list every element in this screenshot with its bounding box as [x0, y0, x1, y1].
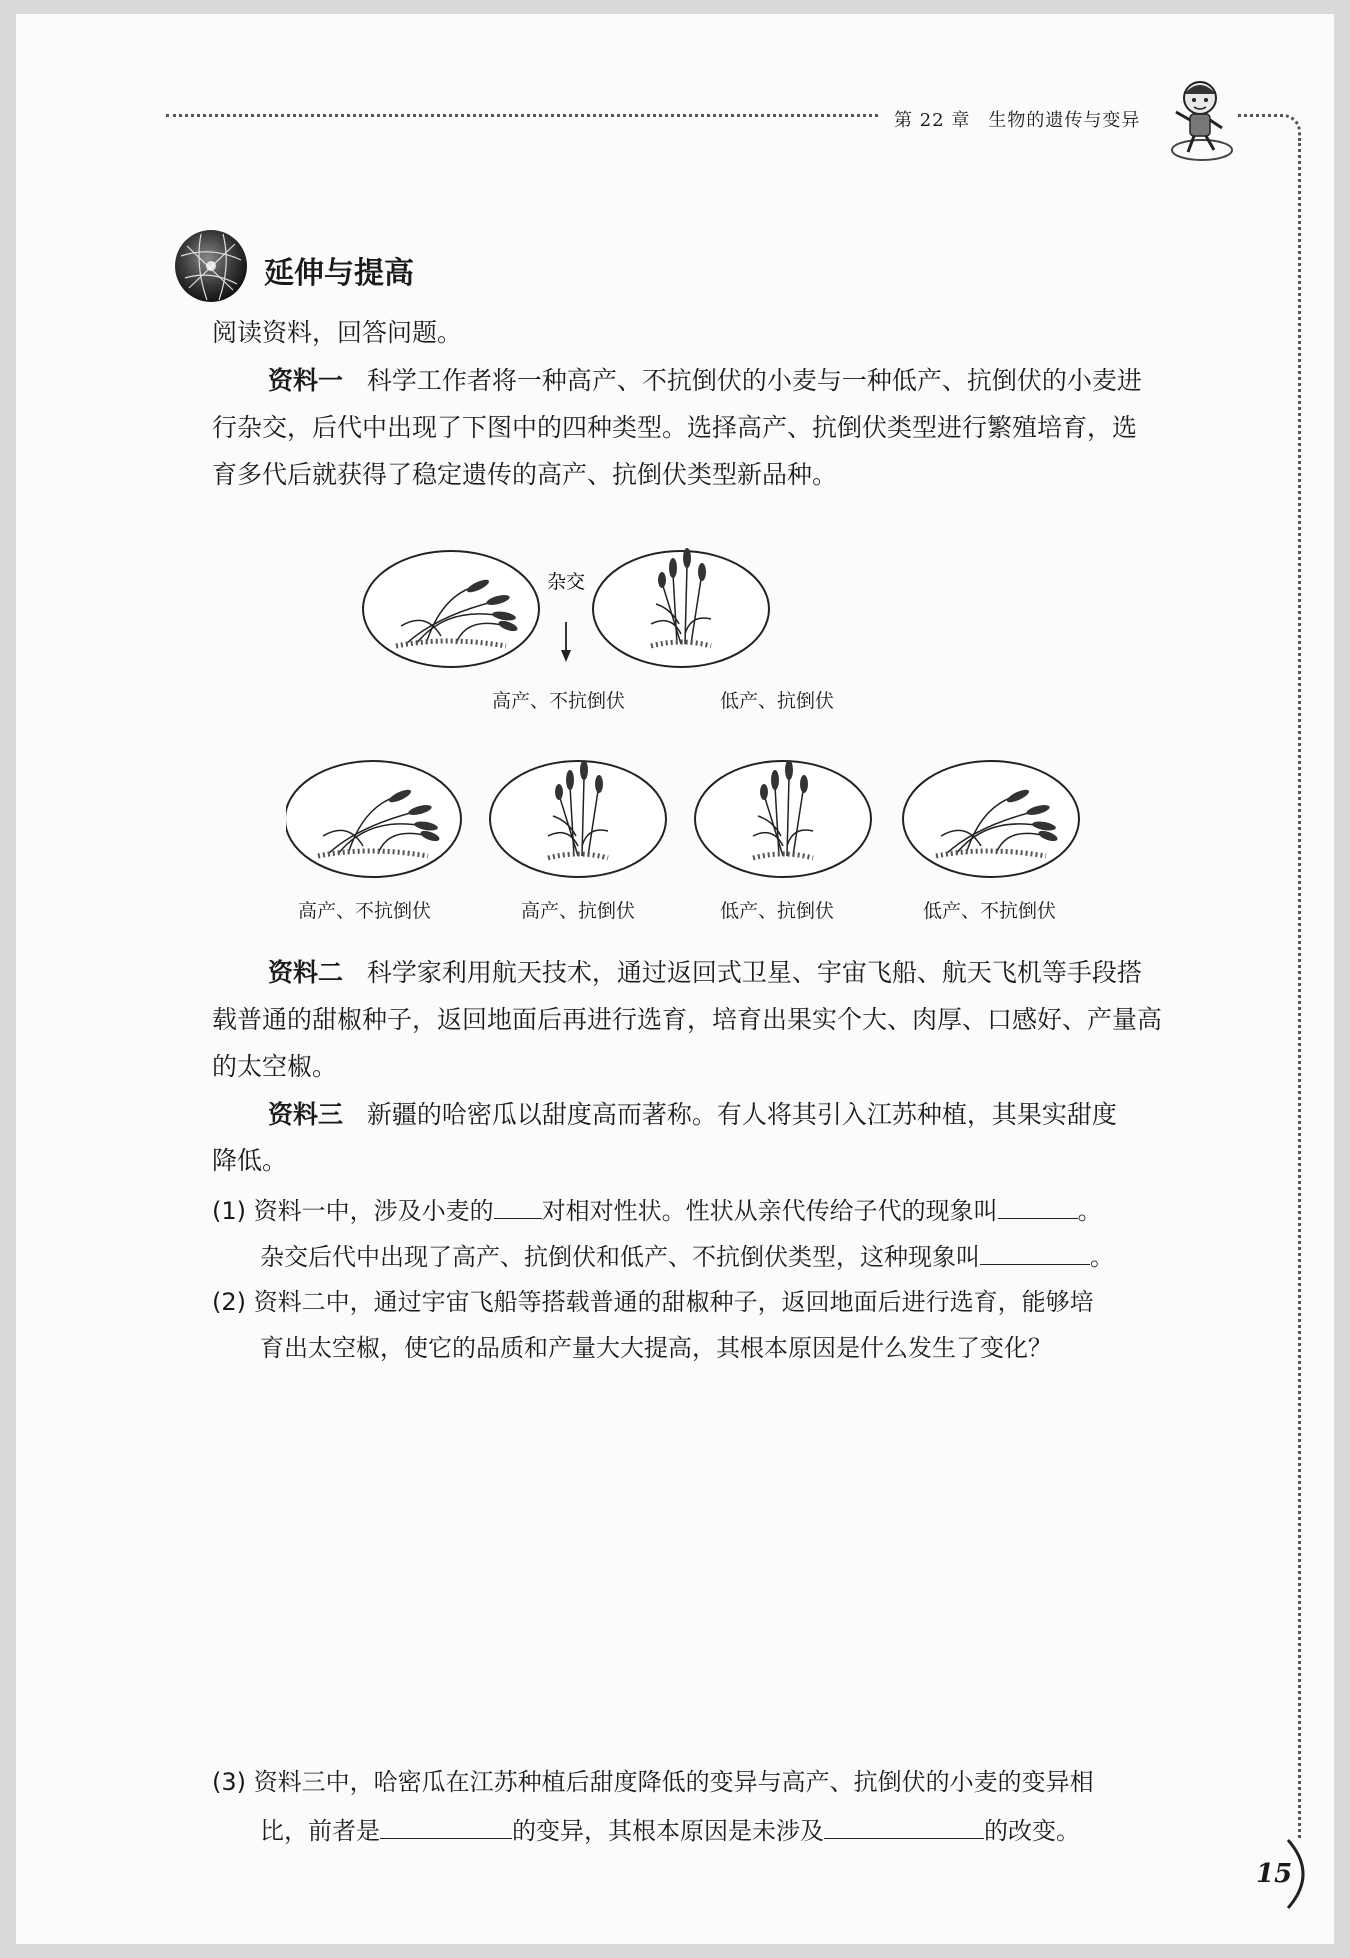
- question-2-answer-area[interactable]: [212, 1384, 1212, 1754]
- offspring-2-caption: 高产、抗倒伏: [521, 900, 636, 922]
- section-globe-icon: [171, 226, 251, 306]
- question-3-number: (3): [212, 1768, 246, 1796]
- material3-line1: [268, 1102, 1117, 1127]
- parent-1-plant: [363, 551, 539, 667]
- material3-text1: 新疆的哈密瓜以甜度高而著称。有人将其引入江苏种植，其果实甜度: [366, 1100, 1117, 1129]
- material1-label: 资料一: [268, 366, 344, 395]
- material1-line3: 育多代后就获得了稳定遗传的高产、抗倒伏类型新品种。: [212, 460, 838, 489]
- question-1-text-c: 。: [1077, 1197, 1102, 1225]
- answer-blank-1[interactable]: [494, 1196, 542, 1219]
- material2-line3: 的太空椒。: [212, 1052, 338, 1081]
- question-2-number: (2): [212, 1288, 246, 1316]
- chapter-header: [894, 106, 1140, 132]
- question-1-number: (1): [212, 1197, 246, 1225]
- material1-line1: [268, 368, 1142, 393]
- material3-label: 资料三: [268, 1100, 344, 1129]
- offspring-3-plant: [695, 760, 871, 877]
- answer-blank-2[interactable]: [998, 1196, 1078, 1219]
- header-rule-corner: [1238, 114, 1301, 141]
- page: [16, 14, 1334, 1944]
- offspring-1-caption: 高产、不抗倒伏: [298, 900, 432, 922]
- material1-line2: 行杂交，后代中出现了下图中的四种类型。选择高产、抗倒伏类型进行繁殖培育，选: [212, 413, 1138, 442]
- material1-text1: 科学工作者将一种高产、不抗倒伏的小麦与一种低产、抗倒伏的小麦进: [366, 366, 1142, 395]
- offspring-3-caption: 低产、抗倒伏: [720, 900, 835, 922]
- intro-text: 阅读资料，回答问题。: [212, 318, 463, 347]
- material2-label: 资料二: [268, 958, 344, 987]
- mascot-icon: [1164, 76, 1236, 166]
- parent-2-plant: [593, 548, 769, 667]
- page-number-arc: [1284, 1834, 1320, 1914]
- material2-text1: 科学家利用航天技术，通过返回式卫星、宇宙飞船、航天飞机等手段搭: [366, 958, 1142, 987]
- material2-line2: 载普通的甜椒种子，返回地面后再进行选育，培育出果实个大、肉厚、口感好、产量高: [212, 1005, 1163, 1034]
- parent-1-caption: 高产、不抗倒伏: [492, 690, 626, 712]
- material2-line1: [268, 960, 1142, 985]
- arrow-head: [561, 650, 571, 662]
- page-number: 15: [1256, 1859, 1293, 1889]
- wheat-cross-diagram: [286, 544, 1106, 924]
- offspring-4-plant: [903, 761, 1079, 877]
- answer-blank-4[interactable]: [380, 1816, 512, 1839]
- question-3-text-c: 的改变。: [984, 1817, 1080, 1845]
- chapter-number: 第 22 章: [894, 110, 971, 131]
- offspring-2-plant: [490, 760, 666, 877]
- material3-line2: 降低。: [212, 1146, 288, 1175]
- question-3-line1: [212, 1770, 1094, 1794]
- cross-label: 杂交: [546, 571, 586, 593]
- question-1-text-d: 杂交后代中出现了高产、抗倒伏和低产、不抗倒伏类型，这种现象叫: [260, 1243, 980, 1271]
- answer-blank-5[interactable]: [824, 1816, 984, 1839]
- question-3-text-1: 资料三中，哈密瓜在江苏种植后甜度降低的变异与高产、抗倒伏的小麦的变异相: [253, 1768, 1094, 1796]
- offspring-4-caption: 低产、不抗倒伏: [923, 900, 1057, 922]
- chapter-title: 生物的遗传与变异: [988, 110, 1141, 131]
- question-2-line1: [212, 1290, 1094, 1314]
- side-rule: [1298, 138, 1301, 1838]
- question-1-line1: [212, 1196, 1102, 1223]
- section-title: 延伸与提高: [264, 256, 414, 291]
- question-2-line2: 育出太空椒，使它的品质和产量大大提高，其根本原因是什么发生了变化？: [260, 1334, 1052, 1362]
- answer-blank-3[interactable]: [980, 1242, 1090, 1265]
- question-1-text-b: 对相对性状。性状从亲代传给子代的现象叫: [541, 1197, 998, 1225]
- question-1-text-e: 。: [1090, 1243, 1114, 1271]
- question-2-text-1: 资料二中，通过宇宙飞船等搭载普通的甜椒种子，返回地面后进行选育，能够培: [253, 1288, 1094, 1316]
- offspring-1-plant: [286, 761, 461, 877]
- header-rule: [166, 114, 878, 117]
- question-1-text-a: 资料一中，涉及小麦的: [253, 1197, 494, 1225]
- question-1-line2: [260, 1242, 1114, 1269]
- question-3-line2: [260, 1816, 1080, 1843]
- parent-2-caption: 低产、抗倒伏: [720, 690, 835, 712]
- question-3-text-b: 的变异，其根本原因是未涉及: [512, 1817, 824, 1845]
- question-3-text-a: 比，前者是: [260, 1817, 380, 1845]
